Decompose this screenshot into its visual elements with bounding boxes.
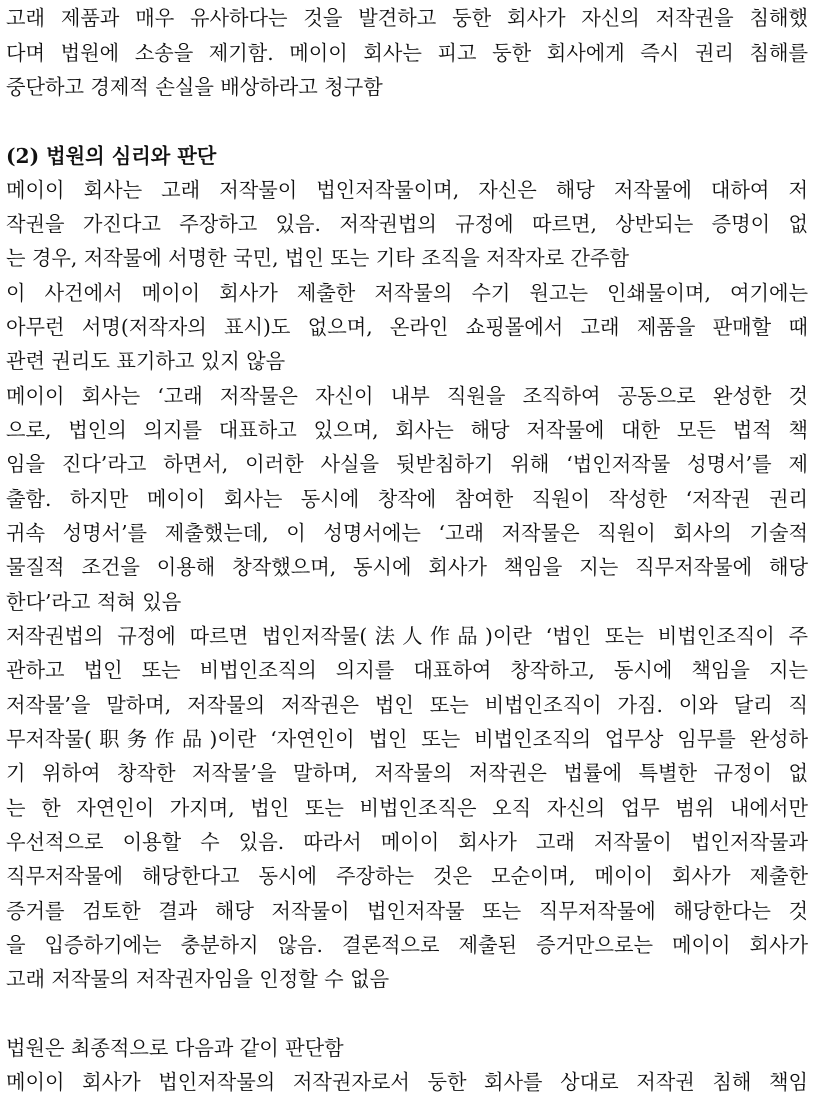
para4-line-10: 을 입증하기에는 충분하지 않음. 결론적으로 제출된 증거만으로는 메이이 회사가: [6, 933, 808, 957]
intro-line-3: 중단하고 경제적 손실을 배상하라고 청구함: [6, 75, 383, 99]
para2-line-3: 관련 권리도 표기하고 있지 않음: [6, 349, 286, 373]
para1-line-1: 메이이 회사는 고래 저작물이 법인저작물이며, 자신은 해당 저작물에 대하여 저: [6, 178, 808, 202]
para4-line-1: 저작권법의 규정에 따르면 법인저작물(法人作品)이란 ‘법인 또는 비법인조직이 주: [6, 624, 808, 648]
para4-line-5: 기 위하여 창작한 저작물’을 말하며, 저작물의 저작권은 법률에 특별한 규정이 없: [6, 761, 808, 785]
intro-line-2: 다며 법원에 소송을 제기함. 메이이 회사는 피고 둥한 회사에게 즉시 권리 침해를: [6, 41, 808, 65]
para2-line-2: 아무런 서명(저작자의 표시)도 없으며, 온라인 쇼핑몰에서 고래 제품을 판매할 때: [6, 315, 808, 339]
para4-line-3: 저작물’을 말하며, 저작물의 저작권은 법인 또는 비법인조직이 가짐. 이와 달리 직: [6, 693, 808, 717]
para4-line-4: 무저작물(职务作品)이란 ‘자연인이 법인 또는 비법인조직의 업무상 임무를 완성하: [6, 727, 808, 751]
para4-line-9: 증거를 검토한 결과 해당 저작물이 법인저작물 또는 직무저작물에 해당한다는 것: [6, 899, 808, 923]
para2-line-1: 이 사건에서 메이이 회사가 제출한 저작물의 수기 원고는 인쇄물이며, 여기에는: [6, 281, 808, 305]
section-heading: (2) 법원의 심리와 판단: [6, 144, 217, 168]
para3-line-7: 한다’라고 적혀 있음: [6, 590, 182, 614]
conclusion-line: 메이이 회사가 법인저작물의 저작권자로서 둥한 회사를 상대로 저작권 침해 책임: [6, 1070, 808, 1094]
para3-line-5: 귀속 성명서’를 제출했는데, 이 성명서에는 ‘고래 저작물은 직원이 회사의 기술적: [6, 521, 808, 545]
para3-line-1: 메이이 회사는 ‘고래 저작물은 자신이 내부 직원을 조직하여 공동으로 완성한 것: [6, 384, 808, 408]
intro-line-1: 고래 제품과 매우 유사하다는 것을 발견하고 둥한 회사가 자신의 저작권을 침해했: [6, 6, 808, 30]
para4-line-8: 직무저작물에 해당한다고 동시에 주장하는 것은 모순이며, 메이이 회사가 제출한: [6, 864, 808, 888]
para4-line-7: 우선적으로 이용할 수 있음. 따라서 메이이 회사가 고래 저작물이 법인저작물과: [6, 830, 808, 854]
para3-line-4: 출함. 하지만 메이이 회사는 동시에 창작에 참여한 직원이 작성한 ‘저작권 권리: [6, 487, 808, 511]
para3-line-3: 임을 진다’라고 하면서, 이러한 사실을 뒷받침하기 위해 ‘법인저작물 성명서’를 제: [6, 452, 808, 476]
para3-line-2: 으로, 법인의 의지를 대표하고 있으며, 회사는 해당 저작물에 대한 모든 법적 책: [6, 418, 808, 442]
para3-line-6: 물질적 조건을 이용해 창작했으며, 동시에 회사가 책임을 지는 직무저작물에 해당: [6, 555, 808, 579]
para1-line-3: 는 경우, 저작물에 서명한 국민, 법인 또는 기타 조직을 저작자로 간주함: [6, 246, 630, 270]
para4-line-6: 는 한 자연인이 가지며, 법인 또는 비법인조직은 오직 자신의 업무 범위 내에서만: [6, 796, 808, 820]
conclusion-intro: 법원은 최종적으로 다음과 같이 판단함: [6, 1036, 344, 1060]
para4-line-2: 관하고 법인 또는 비법인조직의 의지를 대표하여 창작하고, 동시에 책임을 지는: [6, 658, 808, 682]
para1-line-2: 작권을 가진다고 주장하고 있음. 저작권법의 규정에 따르면, 상반되는 증명이 없: [6, 212, 808, 236]
para4-line-11: 고래 저작물의 저작권자임을 인정할 수 없음: [6, 967, 390, 991]
